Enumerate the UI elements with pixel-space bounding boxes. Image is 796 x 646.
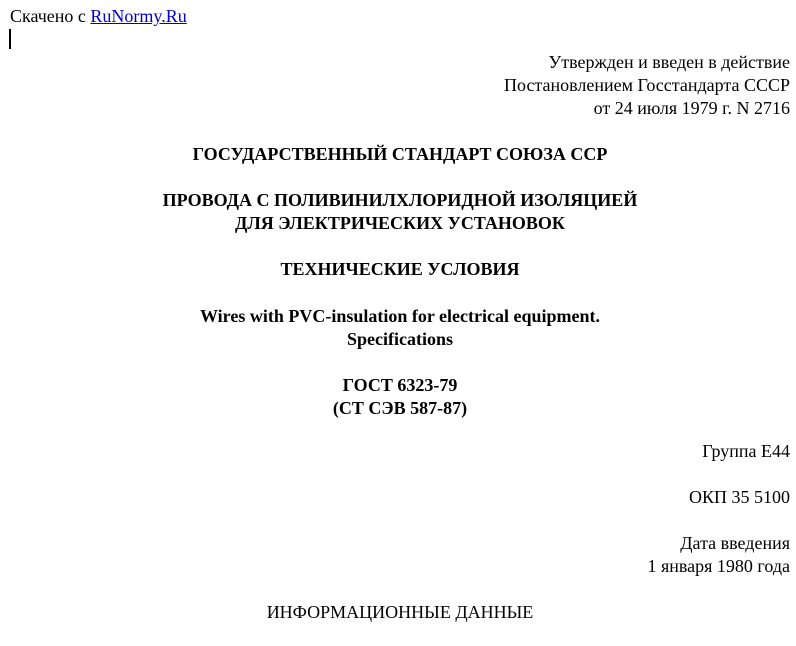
intro-date-label: Дата введения: [680, 533, 790, 553]
st-sev-number: (СТ СЭВ 587-87): [332, 398, 468, 418]
info-data-heading: ИНФОРМАЦИОННЫЕ ДАННЫЕ: [266, 602, 534, 622]
text-cursor: [9, 29, 11, 49]
technical-conditions-heading: ТЕХНИЧЕСКИЕ УСЛОВИЯ: [280, 259, 520, 279]
standard-name-line-1: ПРОВОДА С ПОЛИВИНИЛХЛОРИДНОЙ ИЗОЛЯЦИЕЙ: [162, 190, 638, 210]
english-title-line-2: Specifications: [347, 329, 453, 349]
approval-line-2: Постановлением Госстандарта СССР: [504, 75, 790, 95]
download-source-line: [10, 5, 187, 27]
standard-name-line-2: ДЛЯ ЭЛЕКТРИЧЕСКИХ УСТАНОВОК: [235, 213, 565, 233]
runormy-link[interactable]: RuNormy.Ru: [90, 6, 187, 26]
gost-number: ГОСТ 6323-79: [342, 375, 458, 395]
state-standard-heading: ГОСУДАРСТВЕННЫЙ СТАНДАРТ СОЮЗА ССР: [192, 144, 608, 164]
group-code: Группа Е44: [702, 441, 790, 461]
okp-code: ОКП 35 5100: [688, 487, 790, 507]
approval-line-1: Утвержден и введен в действие: [548, 52, 790, 72]
approval-line-3: от 24 июля 1979 г. N 2716: [593, 98, 790, 118]
download-prefix: Скачено с: [10, 6, 91, 26]
intro-date-value: 1 января 1980 года: [647, 556, 790, 576]
english-title-line-1: Wires with PVC-insulation for electrical equipment.: [200, 306, 600, 326]
